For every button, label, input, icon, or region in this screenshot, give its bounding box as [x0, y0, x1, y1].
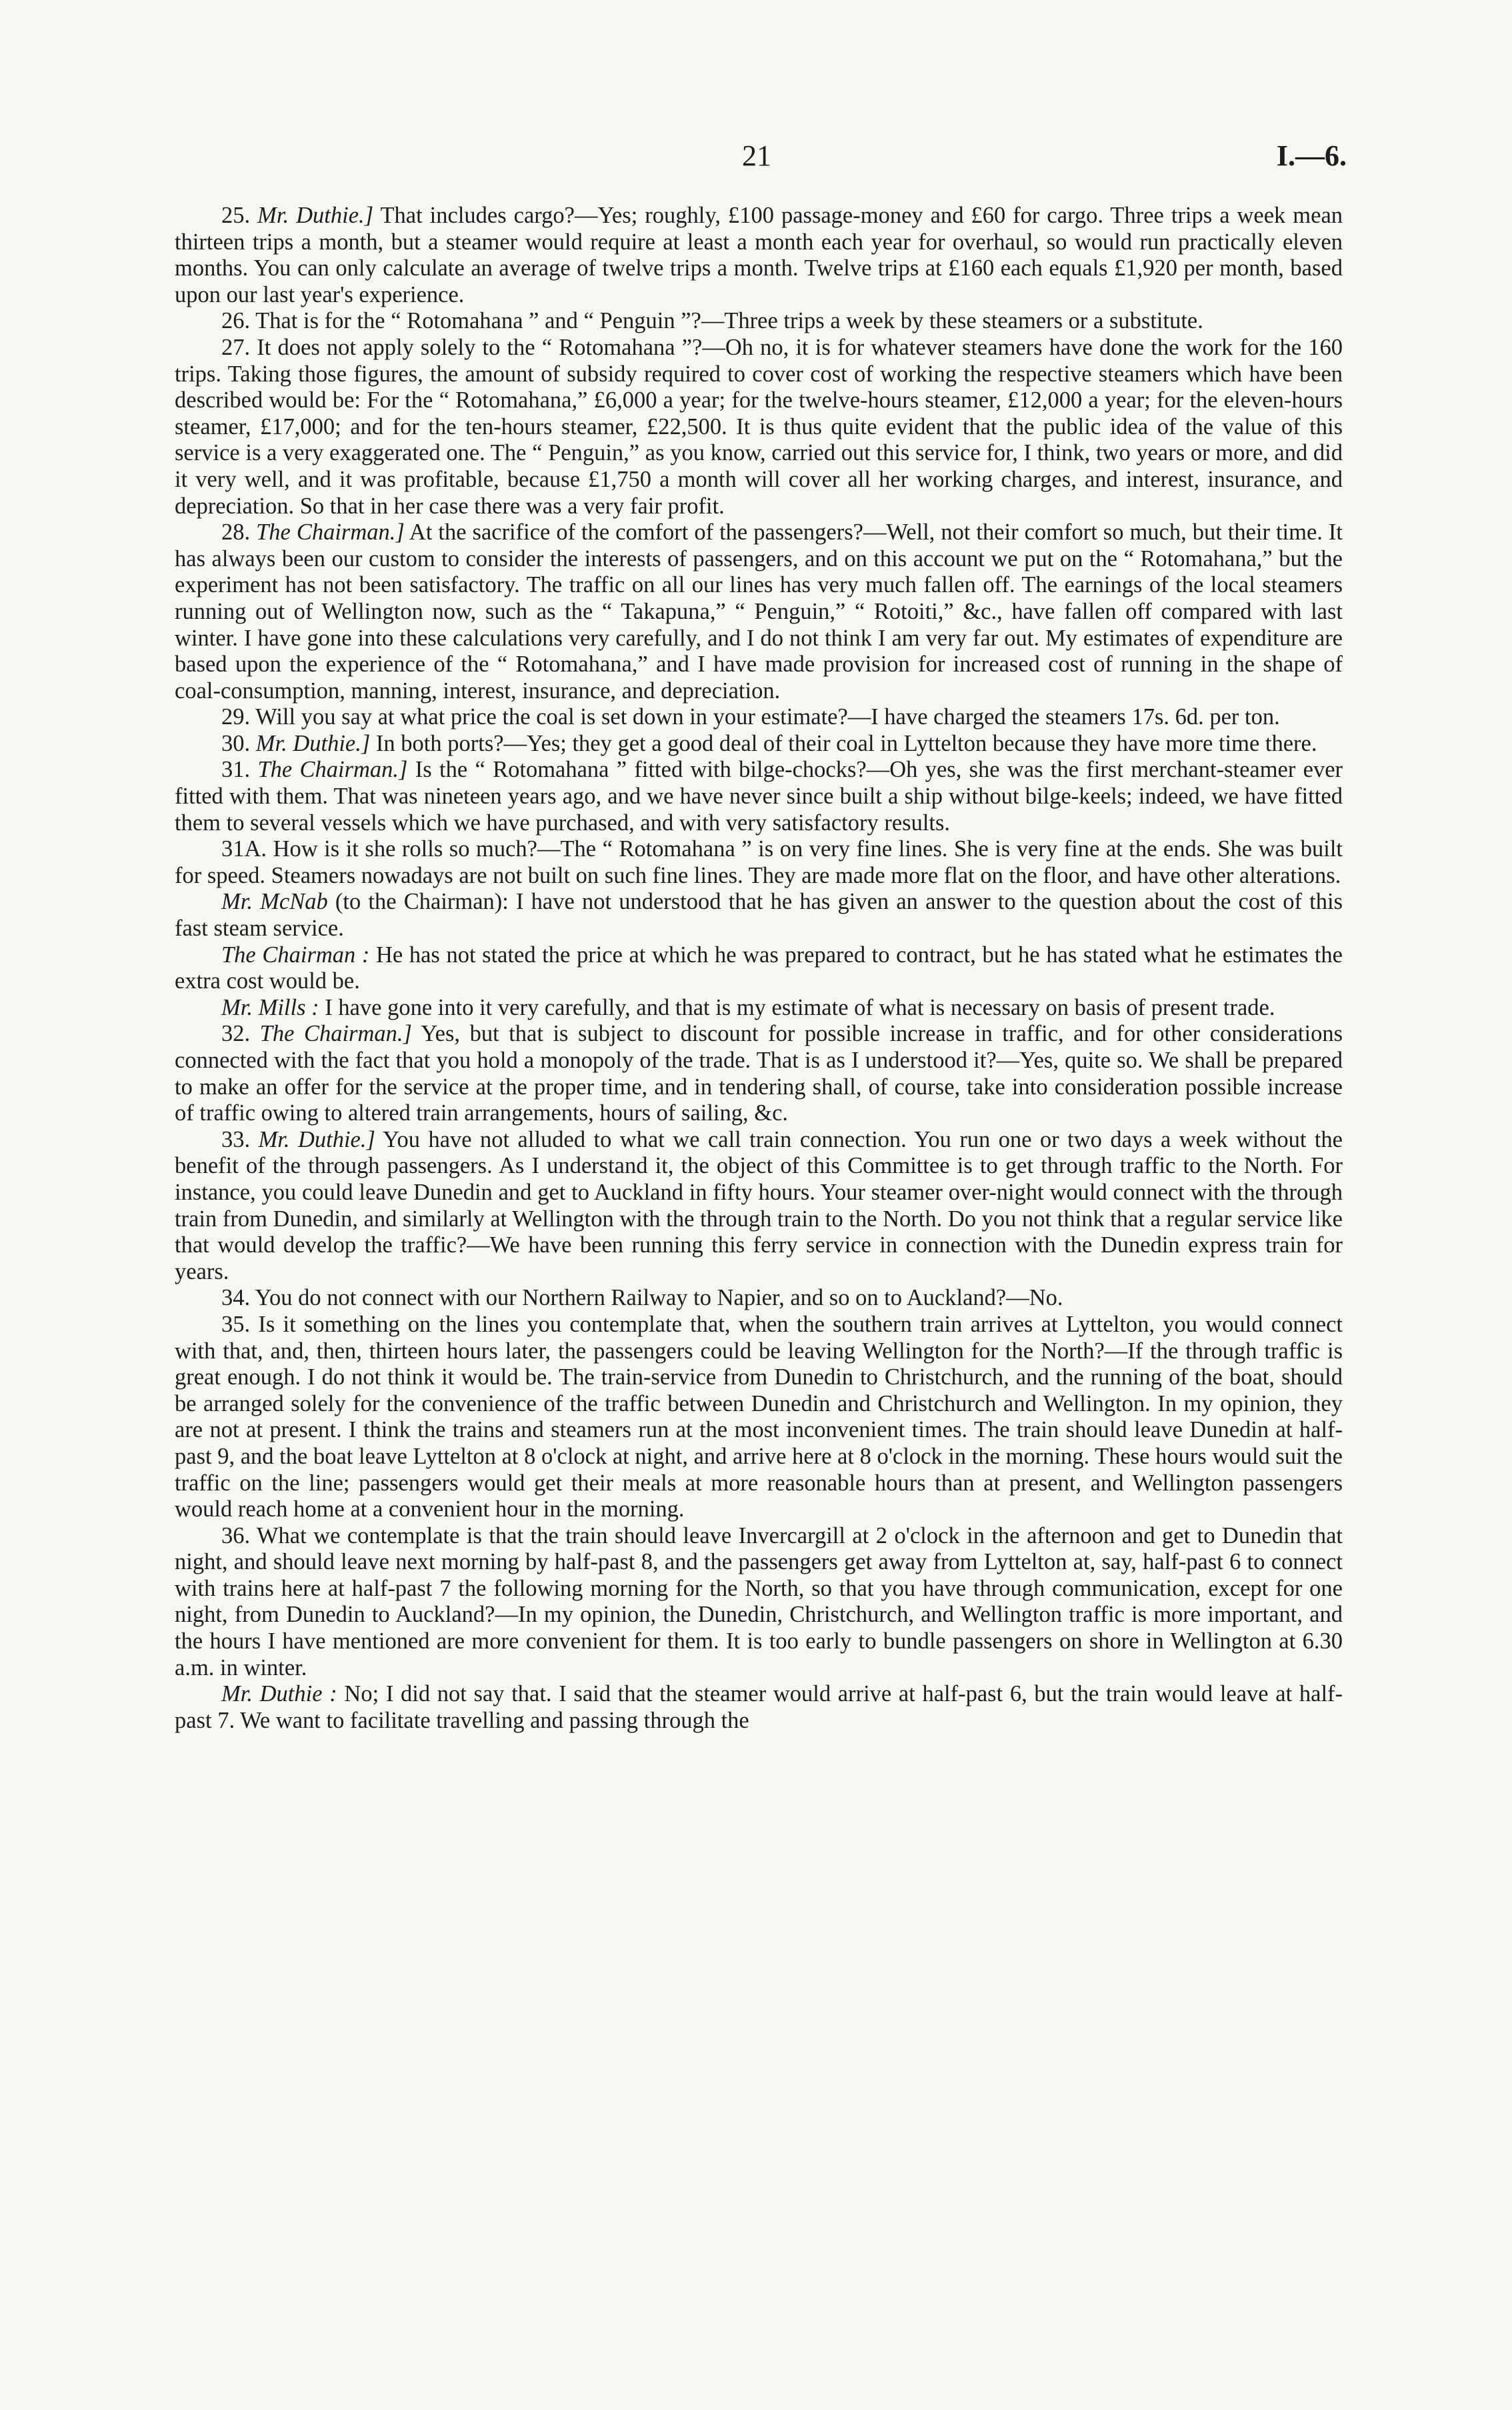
paragraph — [175, 1285, 1343, 1312]
paragraph — [175, 731, 1343, 758]
speaker-label: The Chairman.] — [259, 1021, 412, 1047]
question-number: 27. — [221, 334, 251, 360]
paragraph-body: Is the “ Rotomahana ” fitted with bilge-chocks?—Oh yes, she was the first merchant-steamer ever fitted with them. That was nineteen years ago, and we have never since built a ship without bilge-keels; indeed, we have fitted them to several vessels which we have purchased, and with very satisfactory results. — [175, 757, 1343, 836]
paragraph-body: It does not apply solely to the “ Rotomahana ”?—Oh no, it is for whatever steamers have done the work for the 160 trips. Taking those figures, the amount of subsidy required to cover cost of working the respective steamers which have been described would be: For the “ Rotomahana,” £6,000 a year; for the twelve-hours steamer, £12,000 a year; for the eleven-hours steamer, £17,000; and for the ten-hours steamer, £22,500. It is thus quite evident that the public idea of the value of this service is a very exaggerated one. The “ Penguin,” as you know, carried out this service for, I think, two years or more, and did it very well, and it was profitable, because £1,750 a month will cover all her working charges, and interest, insurance, and depreciation. So that in her case there was a very fair profit. — [175, 334, 1343, 519]
question-number: 35. — [221, 1311, 251, 1337]
paragraph-body: How is it she rolls so much?—The “ Rotomahana ” is on very fine lines. She is very fine at the ends. She was built for speed. Steamers nowadays are not built on such fine lines. They are made more flat on the floor, and have other alterations. — [175, 836, 1343, 888]
question-number: 30. — [221, 730, 251, 756]
paragraph — [175, 836, 1343, 889]
document-reference: I.—6. — [1276, 139, 1347, 172]
question-number: 31. — [221, 757, 251, 783]
page-header — [167, 139, 1347, 185]
paragraph-body: No; I did not say that. I said that the steamer would arrive at half-past 6, but the train would leave at half-past 7. We want to facilitate travelling and passing through the — [175, 1681, 1343, 1733]
speaker-lead: Mr. McNab — [221, 889, 328, 915]
paragraph-body: That includes cargo?—Yes; roughly, £100 passage-money and £60 for cargo. Three trips a week mean thirteen trips a month, but a steamer would require at least a month each year for overhaul, so would run practically eleven months. You can only calculate an average of twelve trips a month. Twelve trips at £160 each equals £1,920 per month, based upon our last year's experience. — [175, 203, 1343, 307]
paragraph — [175, 308, 1343, 335]
evidence-transcript — [175, 203, 1343, 1734]
page-number: 21 — [742, 139, 771, 172]
question-number: 36. — [221, 1522, 251, 1548]
paragraph-body: (to the Chairman): I have not understood that he has given an answer to the question about the cost of this fast steam service. — [175, 889, 1343, 942]
paragraph — [175, 1681, 1343, 1734]
paragraph-body: Yes, but that is subject to discount for possible increase in traffic, and for other considerations connected with the fact that you hold a monopoly of the trade. That is as I understood it?—Yes, quite so. We shall be prepared to make an offer for the service at the proper time, and in tendering shall, of course, take into consideration possible increase of traffic owing to altered train arrangements, hours of sailing, &c. — [175, 1021, 1343, 1126]
paragraph — [175, 335, 1343, 519]
paragraph-body: I have gone into it very carefully, and that is my estimate of what is necessary on basis of present trade. — [325, 994, 1275, 1020]
question-number: 34. — [221, 1285, 251, 1311]
paragraph-body: You do not connect with our Northern Railway to Napier, and so on to Auckland?—No. — [255, 1285, 1063, 1311]
question-number: 31A. — [221, 836, 267, 862]
question-number: 28. — [221, 519, 251, 545]
question-number: 26. — [221, 308, 251, 334]
question-number: 29. — [221, 704, 251, 730]
paragraph — [175, 889, 1343, 942]
question-number: 33. — [221, 1126, 251, 1152]
paragraph — [175, 1523, 1343, 1682]
speaker-label: The Chairman.] — [257, 757, 408, 783]
paragraph — [175, 203, 1343, 308]
paragraph — [175, 1021, 1343, 1126]
paragraph — [175, 757, 1343, 836]
paragraph-body: In both ports?—Yes; they get a good deal of their coal in Lyttelton because they have more time there. — [375, 730, 1317, 756]
question-number: 32. — [221, 1021, 251, 1047]
paragraph-body: He has not stated the price at which he was prepared to contract, but he has stated what he estimates the extra cost would be. — [175, 942, 1343, 994]
paragraph — [175, 704, 1343, 731]
paragraph-body: Is it something on the lines you contemplate that, when the southern train arrives at Lyttelton, you would connect with that, and, then, thirteen hours later, the passengers could be leaving Wellington for the North?—If the through traffic is great enough. I do not think it would be. The train-service from Dunedin to Christchurch, and the running of the boat, should be arranged solely for the convenience of the traffic between Dunedin and Christchurch and Wellington. In my opinion, they are not at present. I think the trains and steamers run at the most inconvenient times. The train should leave Dunedin at half-past 9, and the boat leave Lyttelton at 8 o'clock at night, and arrive here at 8 o'clock in the morning. These hours would suit the traffic on the line; passengers would get their meals at more reasonable hours than at present, and Wellington passengers would reach home at a convenient hour in the morning. — [175, 1311, 1343, 1522]
paragraph — [175, 519, 1343, 704]
speaker-label: Mr. Duthie.] — [258, 1126, 375, 1152]
paragraph — [175, 1127, 1343, 1286]
speaker-label: Mr. Duthie.] — [255, 730, 371, 756]
paragraph-body: You have not alluded to what we call train connection. You run one or two days a week without the benefit of the through passengers. As I understand it, the object of this Committee is to get through traffic to the North. For instance, you could leave Dunedin and get to Auckland in fifty hours. Your steamer over-night would connect with the through train from Dunedin, and similarly at Wellington with the through train to the North. Do you not think that a regular service like that would develop the traffic?—We have been running this ferry service in connection with the Dunedin express train for years. — [175, 1126, 1343, 1284]
paragraph — [175, 1312, 1343, 1523]
question-number: 25. — [221, 203, 251, 228]
speaker-lead: Mr. Duthie : — [221, 1681, 337, 1707]
paragraph-body: That is for the “ Rotomahana ” and “ Penguin ”?—Three trips a week by these steamers or a substitute. — [255, 308, 1203, 334]
speaker-lead: The Chairman : — [221, 942, 370, 968]
speaker-label: Mr. Duthie.] — [257, 203, 374, 228]
paragraph — [175, 995, 1343, 1022]
speaker-label: The Chairman.] — [256, 519, 405, 545]
speaker-lead: Mr. Mills : — [221, 994, 319, 1020]
paragraph-body: What we contemplate is that the train should leave Invercargill at 2 o'clock in the afternoon and get to Dunedin that night, and should leave next morning by half-past 8, and the passengers get away from Lyttelton at, say, half-past 6 to connect with trains here at half-past 7 the following morning for the North, so that you have through communication, except for one night, from Dunedin to Auckland?—In my opinion, the Dunedin, Christchurch, and Wellington traffic is more important, and the hours I have mentioned are more convenient for them. It is too early to bundle passengers on shore in Wellington at 6.30 a.m. in winter. — [175, 1522, 1343, 1680]
paragraph-body: Will you say at what price the coal is set down in your estimate?—I have charged the steamers 17s. 6d. per ton. — [255, 704, 1280, 730]
paragraph — [175, 942, 1343, 995]
paragraph-body: At the sacrifice of the comfort of the passengers?—Well, not their comfort so much, but their time. It has always been our custom to consider the interests of passengers, and on this account we put on the “ Rotomahana,” but the experiment has not been satisfactory. The traffic on all our lines has very much fallen off. The earnings of the local steamers running out of Wellington now, such as the “ Takapuna,” “ Penguin,” “ Rotoiti,” &c., have fallen off compared with last winter. I have gone into these calculations very carefully, and I do not think I am very far out. My estimates of expenditure are based upon the experience of the “ Rotomahana,” and I have made provision for increased cost of running in the shape of coal-consumption, manning, interest, insurance, and depreciation. — [175, 519, 1343, 704]
